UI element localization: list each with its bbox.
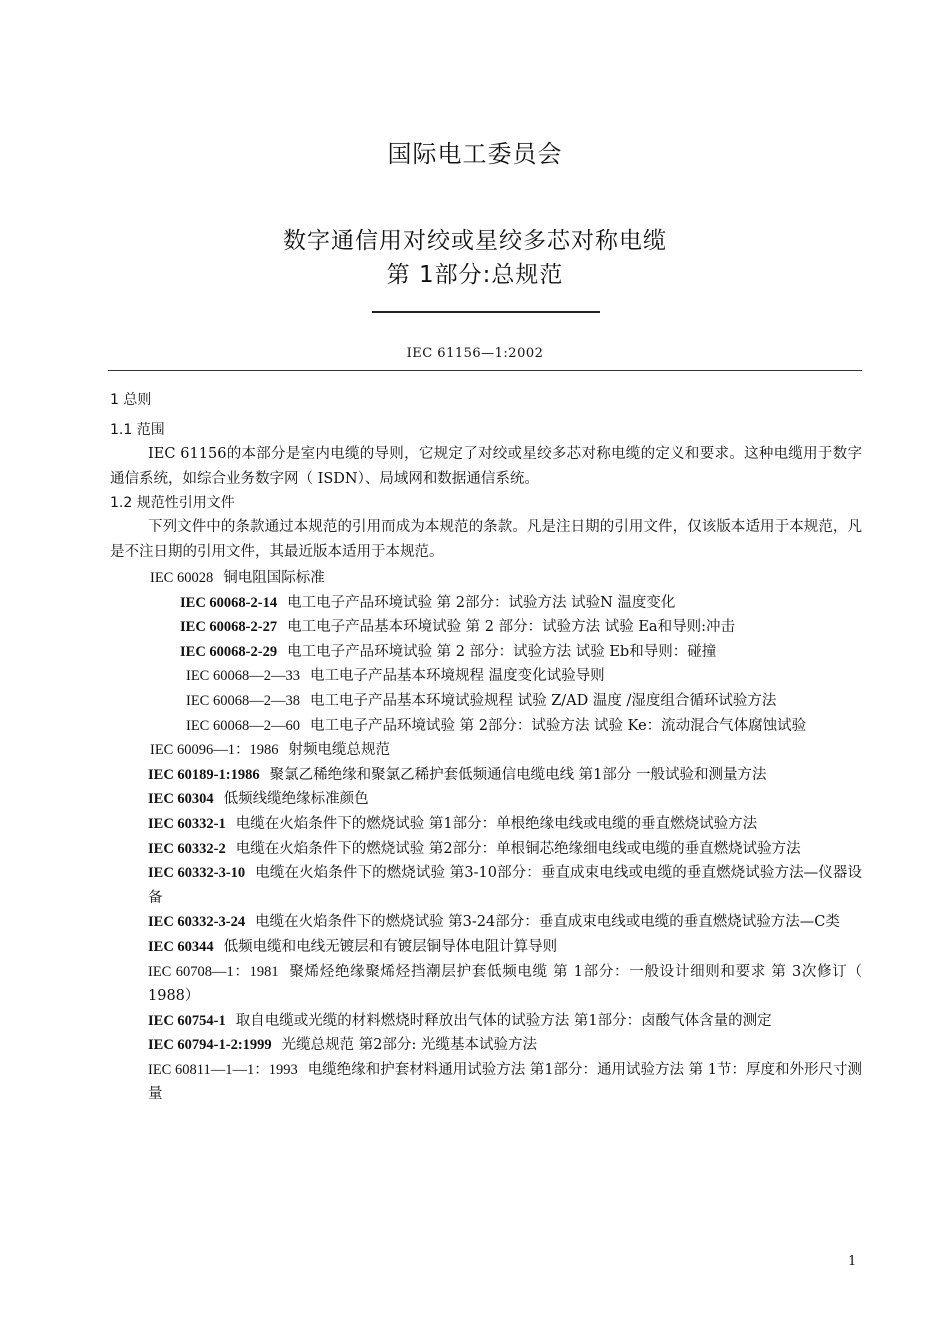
reference-code: IEC 60068-2-27 (180, 619, 278, 636)
reference-code: IEC 60332-3-24 (148, 914, 246, 931)
document-body (110, 384, 862, 1107)
reference-title: 聚烯烃绝缘聚烯烃挡潮层护套低频电缆 第 1部分：一般设计细则和要求 第 3次修订（ 1988） (148, 963, 862, 1005)
reference-item (110, 1033, 862, 1058)
reference-code: IEC 60754-1 (148, 1012, 226, 1029)
reference-title: 铜电阻国际标准 (223, 570, 325, 586)
reference-item (110, 640, 862, 665)
reference-item (110, 1009, 862, 1034)
reference-item (110, 714, 862, 739)
reference-code: IEC 60332-3-10 (148, 865, 246, 882)
reference-code: IEC 60096—1：1986 (150, 742, 279, 759)
reference-item (110, 566, 862, 591)
reference-code: IEC 60811—1—1：1993 (148, 1061, 298, 1078)
reference-title: 电工电子产品环境试验 第 2部分：试验方法 试验 Ke：流动混合气体腐蚀试验 (309, 717, 807, 734)
standard-subtitle: 第 1部分:总规范 (386, 262, 564, 288)
reference-code: IEC 60708—1：1981 (148, 963, 279, 980)
reference-code: IEC 60304 (148, 791, 214, 808)
reference-title: 聚氯乙稀绝缘和聚氯乙稀护套低频通信电缆电线 第1部分 一般试验和测量方法 (269, 766, 767, 783)
reference-code: IEC 60068—2—33 (186, 668, 300, 685)
reference-item (110, 960, 862, 1009)
standard-title: 数字通信用对绞或星绞多芯对称电缆 (283, 228, 667, 254)
reference-code: IEC 60794-1-2:1999 (148, 1037, 272, 1054)
reference-item (110, 1058, 862, 1107)
reference-title: 电缆在火焰条件下的燃烧试验 第3-10部分：垂直成束电线或电缆的垂直燃烧试验方法—仪器设备 (148, 865, 862, 906)
section-heading-scope: 1.1 范围 (110, 422, 165, 438)
reference-code: IEC 60068—2—38 (186, 692, 300, 709)
reference-item (110, 763, 862, 788)
reference-item (110, 738, 862, 763)
reference-item (110, 689, 862, 714)
reference-list (110, 566, 862, 1107)
reference-title: 电缆在火焰条件下的燃烧试验 第1部分：单根绝缘电线或电缆的垂直燃烧试验方法 (235, 815, 758, 832)
title-underline (372, 311, 600, 313)
reference-item (110, 861, 862, 910)
reference-item (110, 910, 862, 935)
reference-title: 电缆在火焰条件下的燃烧试验 第3-24部分：垂直成束电线或电缆的垂直燃烧试验方法—C类 (255, 914, 840, 931)
reference-item (110, 837, 862, 862)
reference-code: IEC 60028 (150, 570, 214, 586)
reference-item (110, 935, 862, 960)
scope-paragraph: IEC 61156的本部分是室内电缆的导则，它规定了对绞或星绞多芯对称电缆的定义和要求。这种电缆用于数字通信系统，如综合业务数字网（ ISDN）、局域网和数据通信系统。 (110, 446, 862, 487)
reference-title: 低频电缆和电线无镀层和有镀层铜导体电阻计算导则 (223, 938, 558, 955)
reference-code: IEC 60332-2 (148, 840, 226, 857)
reference-title: 电缆绝缘和护套材料通用试验方法 第1部分：通用试验方法 第 1节：厚度和外形尺寸测量 (148, 1061, 862, 1103)
page-number: 1 (848, 1254, 857, 1269)
reference-title: 光缆总规范 第2部分: 光缆基本试验方法 (281, 1037, 537, 1054)
reference-item (110, 812, 862, 837)
reference-title: 射频电缆总规范 (288, 742, 390, 759)
reference-title: 电工电子产品基本环境规程 温度变化试验导则 (309, 668, 605, 685)
reference-title: 电工电子产品环境试验 第 2部分：试验方法 试验N 温度变化 (287, 594, 676, 611)
reference-title: 电工电子产品基本环境试验规程 试验 Z/AD 温度 /湿度组合循环试验方法 (309, 692, 777, 709)
reference-code: IEC 60068-2-14 (180, 594, 278, 611)
reference-title: 取自电缆或光缆的材料燃烧时释放出气体的试验方法 第1部分：卤酸气体含量的测定 (235, 1012, 772, 1029)
reference-item (110, 591, 862, 616)
reference-title: 电缆在火焰条件下的燃烧试验 第2部分：单根铜芯绝缘细电线或电缆的垂直燃烧试验方法 (235, 840, 801, 857)
reference-code: IEC 60189-1:1986 (148, 766, 260, 783)
reference-title: 低频线缆绝缘标准颜色 (223, 791, 369, 808)
reference-title: 电工电子产品环境试验 第 2 部分：试验方法 试验 Eb和导则：碰撞 (287, 643, 717, 660)
reference-title: 电工电子产品基本环境试验 第 2 部分：试验方法 试验 Ea和导则:冲击 (287, 619, 735, 636)
reference-item (110, 615, 862, 640)
reference-item (110, 787, 862, 812)
section-heading-general: 1 总则 (110, 392, 152, 408)
header-divider (108, 370, 862, 371)
references-intro-paragraph: 下列文件中的条款通过本规范的引用而成为本规范的条款。凡是注日期的引用文件，仅该版本适用于本规范，凡是不注日期的引用文件，其最近版本适用于本规范。 (110, 519, 862, 560)
reference-code: IEC 60068-2-29 (180, 643, 278, 660)
reference-item (110, 664, 862, 689)
standard-number: IEC 61156—1:2002 (406, 346, 544, 361)
reference-code: IEC 60344 (148, 938, 214, 955)
reference-code: IEC 60068—2—60 (186, 717, 300, 734)
section-heading-normative-references: 1.2 规范性引用文件 (110, 495, 235, 511)
reference-code: IEC 60332-1 (148, 815, 226, 832)
organization-title: 国际电工委员会 (387, 140, 563, 168)
